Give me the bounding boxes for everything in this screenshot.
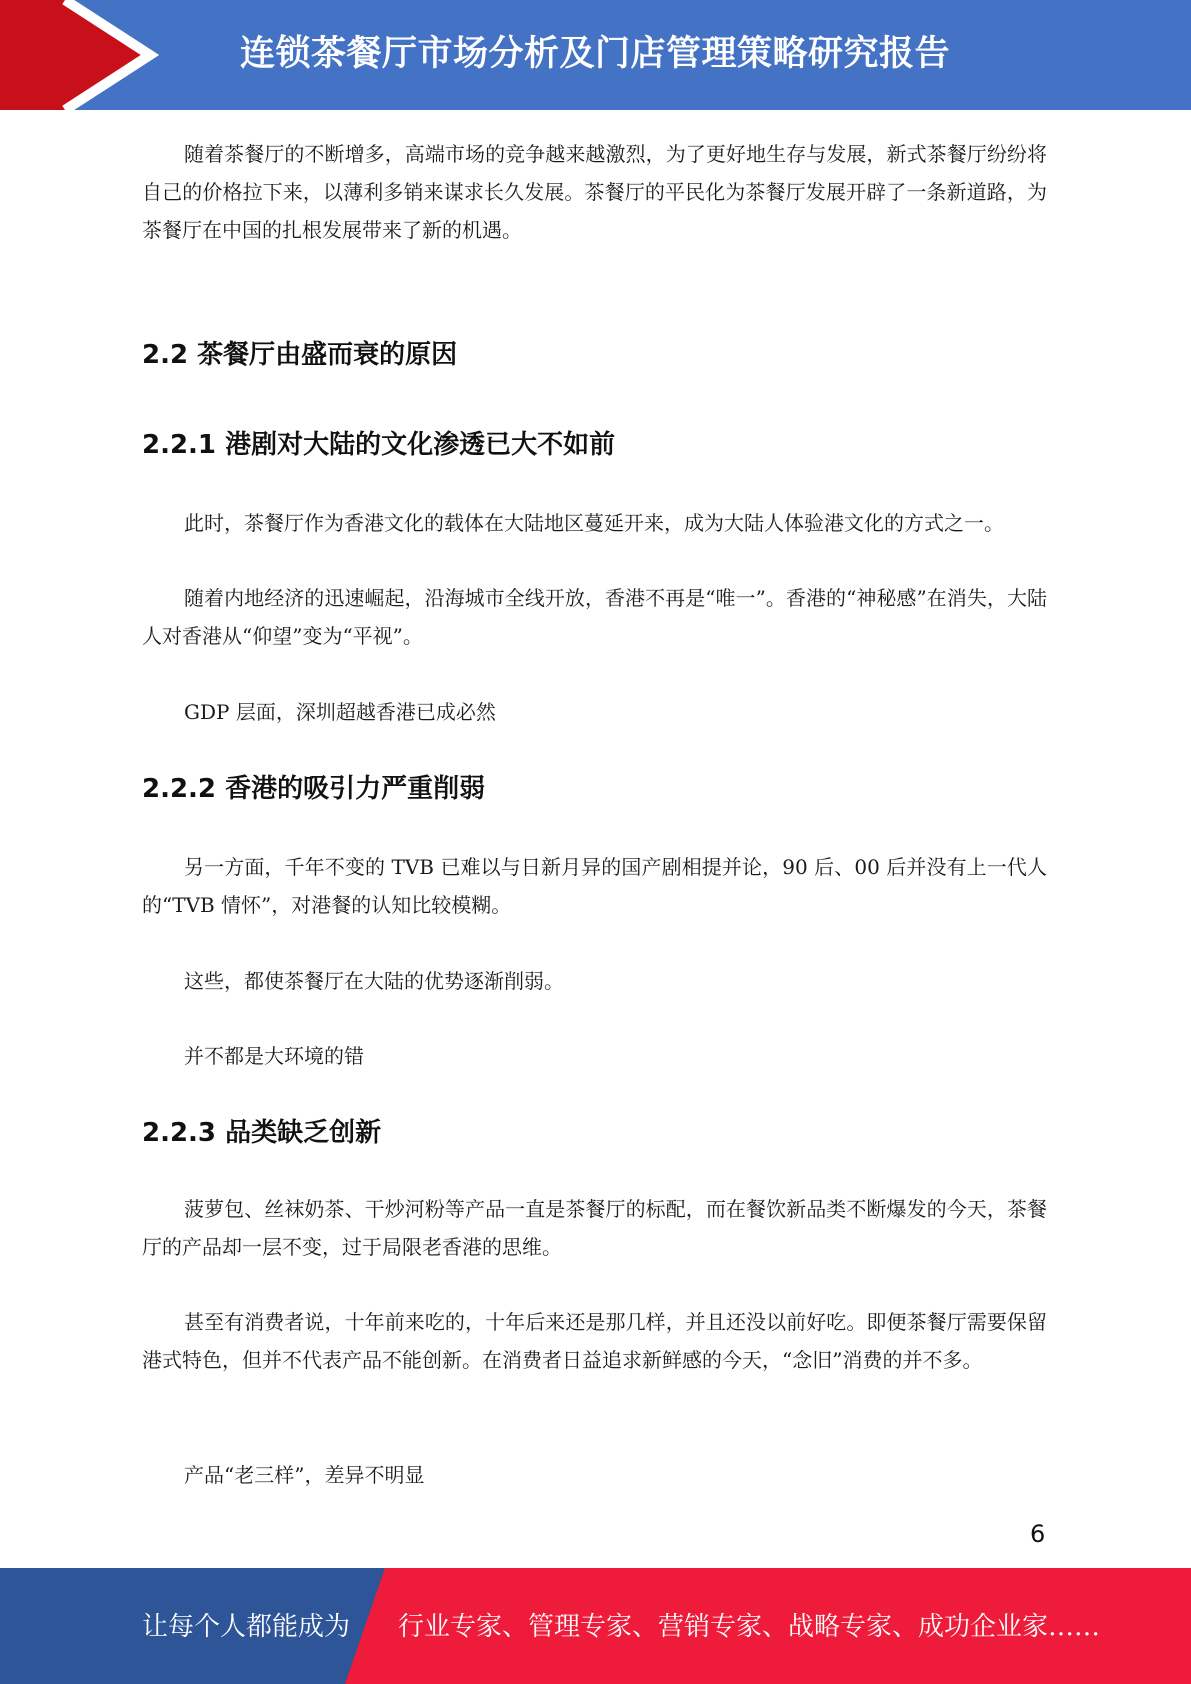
paragraph-2-2-2-c: 并不都是大环境的错 bbox=[184, 1044, 364, 1068]
paragraph-2-2-3-b: 甚至有消费者说，十年前来吃的，十年后来还是那几样，并且还没以前好吃。即便茶餐厅需要保留港式特色，但并不代表产品不能创新。在消费者日益追求新鲜感的今天，“念旧”消费的并不多。 bbox=[142, 1310, 1047, 1372]
report-title: 连锁茶餐厅市场分析及门店管理策略研究报告 bbox=[240, 34, 951, 74]
section-heading-2-2-1: 2.2.1 港剧对大陆的文化渗透已大不如前 bbox=[142, 430, 616, 460]
page-footer bbox=[0, 1568, 1191, 1684]
page-number: 6 bbox=[1030, 1520, 1046, 1548]
paragraph-2-2-3-a: 菠萝包、丝袜奶茶、干炒河粉等产品一直是茶餐厅的标配，而在餐饮新品类不断爆发的今天，茶餐厅的产品却一层不变，过于局限老香港的思维。 bbox=[142, 1197, 1047, 1259]
paragraph-2-2-2-b: 这些，都使茶餐厅在大陆的优势逐渐削弱。 bbox=[184, 969, 564, 993]
footer-slogan-left: 让每个人都能成为 bbox=[142, 1612, 351, 1642]
footer-slogan-right: 行业专家、管理专家、营销专家、战略专家、成功企业家…… bbox=[398, 1612, 1101, 1642]
intro-paragraph: 随着茶餐厅的不断增多，高端市场的竞争越来越激烈，为了更好地生存与发展，新式茶餐厅纷纷将自己的价格拉下来，以薄利多销来谋求长久发展。茶餐厅的平民化为茶餐厅发展开辟了一条新道路，为茶餐厅在中国的扎根发展带来了新的机遇。 bbox=[142, 142, 1047, 242]
paragraph-2-2-1-a: 此时，茶餐厅作为香港文化的载体在大陆地区蔓延开来，成为大陆人体验港文化的方式之一。 bbox=[184, 511, 1004, 535]
paragraph-2-2-1-c: GDP 层面，深圳超越香港已成必然 bbox=[184, 700, 496, 724]
paragraph-2-2-1-b: 随着内地经济的迅速崛起，沿海城市全线开放，香港不再是“唯一”。香港的“神秘感”在消失，大陆人对香港从“仰望”变为“平视”。 bbox=[142, 586, 1047, 648]
section-heading-2-2-2: 2.2.2 香港的吸引力严重削弱 bbox=[142, 774, 486, 804]
section-heading-2-2: 2.2 茶餐厅由盛而衰的原因 bbox=[142, 340, 458, 370]
section-heading-2-2-3: 2.2.3 品类缺乏创新 bbox=[142, 1118, 382, 1148]
paragraph-2-2-3-c: 产品“老三样”，差异不明显 bbox=[184, 1463, 425, 1487]
page-header bbox=[0, 0, 1191, 110]
paragraph-2-2-2-a: 另一方面，千年不变的 TVB 已难以与日新月异的国产剧相提并论，90 后、00 后并没有上一代人的“TVB 情怀”，对港餐的认知比较模糊。 bbox=[142, 855, 1047, 917]
